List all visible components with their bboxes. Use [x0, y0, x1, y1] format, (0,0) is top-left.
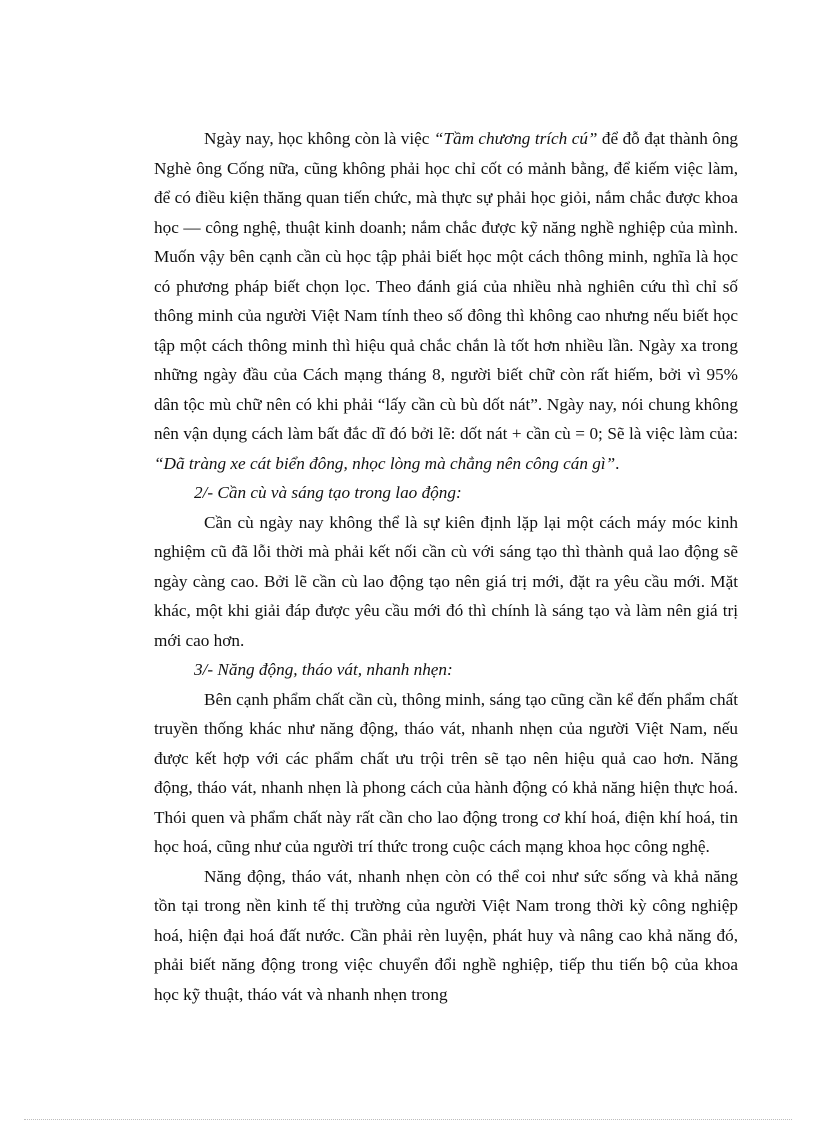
section-heading-3: 3/- Năng động, tháo vát, nhanh nhẹn:	[194, 660, 453, 679]
section-3-paragraph-2: Năng động, tháo vát, nhanh nhẹn còn có thể coi như sức sống và khả năng tồn tại trong nền kinh tế thị trường của người Việt Nam trong thời kỳ công nghiệp hoá, hiện đại hoá đất nước. Cần phải rèn luyện, phát huy và nâng cao khả năng đó, phải biết năng động trong việc chuyển đổi nghề nghiệp, tiếp thu tiến bộ của khoa học kỹ thuật, tháo vát và nhanh nhẹn trong	[154, 866, 738, 1004]
intro-text-part-2: để đỗ đạt thành ông Nghè ông Cống nữa, cũng không phải học chỉ cốt có mảnh bằng, để kiếm việc làm, để có điều kiện thăng quan tiến chức, mà thực sự phải học giỏi, nắm chắc được khoa học — công nghệ, thuật kinh doanh; nắm chắc được kỹ năng nghề nghiệp của mình. Muốn vậy bên cạnh cần cù học tập phải biết học một cách thông minh, nghĩa là học có phương pháp biết chọn lọc. Theo đánh giá của nhiều nhà nghiên cứu thì chỉ số thông minh của người Việt Nam tính theo số đông thì không cao nhưng nếu biết học tập một cách thông minh thì hiệu quả chắc chắn là tốt hơn nhiều lần. Ngày xa trong những ngày đầu của Cách mạng tháng 8, người biết chữ còn rất hiếm, bởi vì 95% dân tộc mù chữ nên có khi phải “lấy cần cù bù dốt nát”. Ngày nay, nói chung không nên vận dụng cách làm bất đắc dĩ đó bởi lẽ: dốt nát + cần cù = 0; Sẽ là việc làm của:	[154, 129, 739, 443]
intro-paragraph	[154, 124, 738, 478]
section-3-paragraph-1: Bên cạnh phẩm chất cần cù, thông minh, sáng tạo cũng cần kể đến phẩm chất truyền thống khác như năng động, tháo vát, nhanh nhẹn của người Việt Nam, nếu được kết hợp với các phẩm chất ưu trội trên sẽ tạo nên hiệu quả cao hơn. Năng động, tháo vát, nhanh nhẹn là phong cách của hành động có khả năng hiện thực hoá. Thói quen và phẩm chất này rất cần cho lao động trong cơ khí hoá, điện khí hoá, tin học hoá, cũng như của người trí thức trong cuộc cách mạng khoa học công nghệ.	[154, 689, 738, 856]
document-body	[154, 124, 738, 1009]
intro-quote-tam-chuong: “Tầm chương trích cú”	[433, 129, 598, 148]
intro-text-part-1: Ngày nay, học không còn là việc	[204, 129, 434, 148]
intro-quote-da-trang: “Dã tràng xe cát biển đông, nhọc lòng mà chẳng nên công cán gì”	[154, 453, 616, 473]
intro-text-part-3: .	[615, 453, 620, 473]
page-footer-divider	[24, 1119, 792, 1120]
section-heading-2: 2/- Cần cù và sáng tạo trong lao động:	[194, 483, 462, 502]
section-2-paragraph: Cần cù ngày nay không thể là sự kiên định lặp lại một cách máy móc kinh nghiệm cũ đã lỗi thời mà phải kết nối cần cù với sáng tạo thì thành quả lao động sẽ ngày càng cao. Bởi lẽ cần cù lao động tạo nên giá trị mới, đặt ra yêu cầu mới. Mặt khác, một khi giải đáp được yêu cầu mới đó thì chính là sáng tạo và làm nên giá trị mới cao hơn.	[154, 512, 738, 650]
